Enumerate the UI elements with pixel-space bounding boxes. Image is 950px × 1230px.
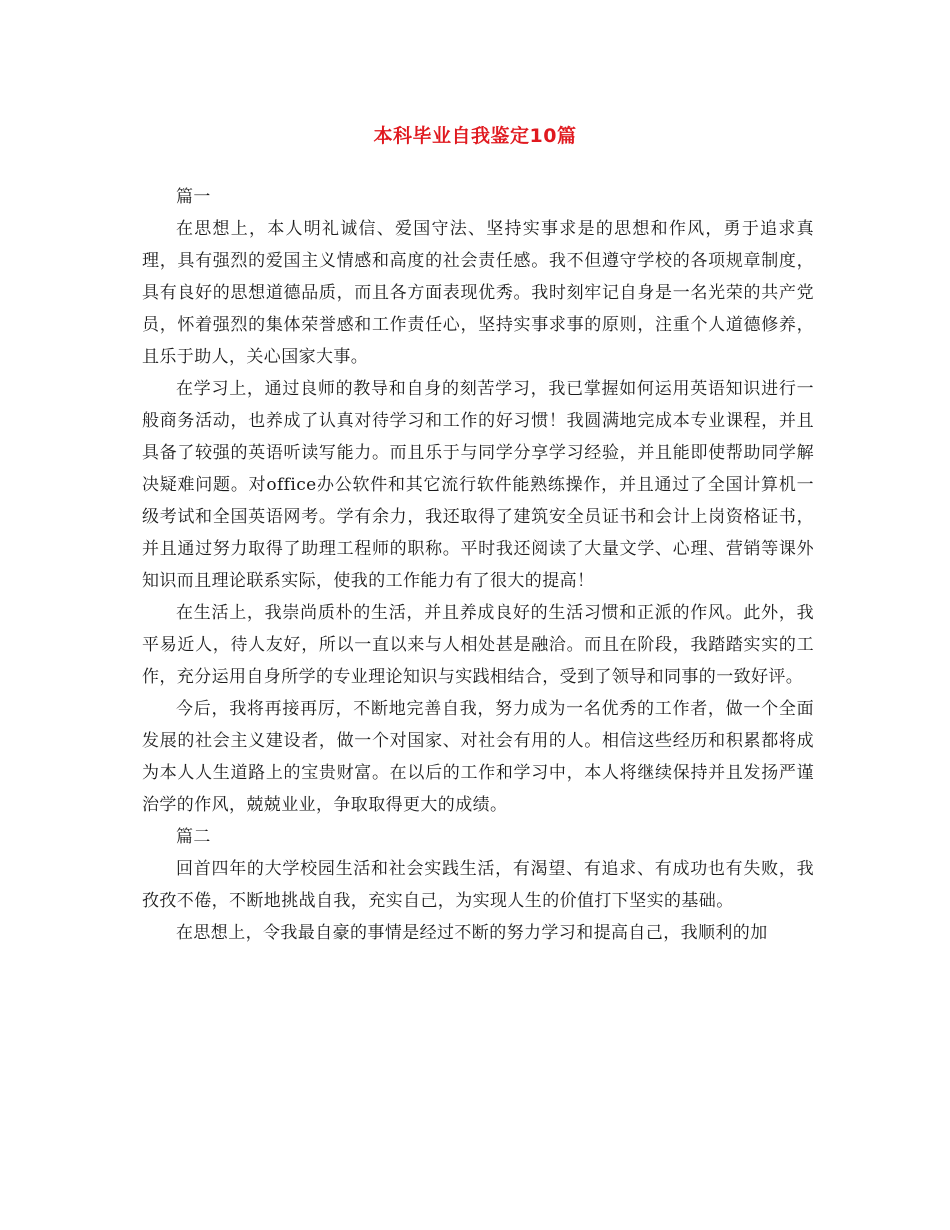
- document-title: 本科毕业自我鉴定10篇: [373, 125, 577, 147]
- paragraph: 回首四年的大学校园生活和社会实践生活，有渴望、有追求、有成功也有失败，我孜孜不倦，不断地挑战自我，充实自己，为实现人生的价值打下坚实的基础。: [142, 859, 814, 911]
- section-heading-1: 篇一: [176, 187, 211, 207]
- paragraph: 在思想上，本人明礼诚信、爱国守法、坚持实事求是的思想和作风，勇于追求真理，具有强烈的爱国主义情感和高度的社会责任感。我不但遵守学校的各项规章制度，具有良好的思想道德品质，而且各方面表现优秀。我时刻牢记自身是一名光荣的共产党员，怀着强烈的集体荣誉感和工作责任心，坚持实事求事的原则，注重个人道德修养，且乐于助人，关心国家大事。: [142, 219, 814, 367]
- paragraph: 今后，我将再接再厉，不断地完善自我，努力成为一名优秀的工作者，做一个全面发展的社会主义建设者，做一个对国家、对社会有用的人。相信这些经历和积累都将成为本人人生道路上的宝贵财富。在以后的工作和学习中，本人将继续保持并且发扬严谨治学的作风，兢兢业业，争取取得更大的成绩。: [142, 699, 814, 815]
- paragraph: 在学习上，通过良师的教导和自身的刻苦学习，我已掌握如何运用英语知识进行一般商务活动，也养成了认真对待学习和工作的好习惯！我圆满地完成本专业课程，并且具备了较强的英语听读写能力。而且乐于与同学分享学习经验，并且能即使帮助同学解决疑难问题。对office办公软件和其它流行软件能熟练操作，并且通过了全国计算机一级考试和全国英语网考。学有余力，我还取得了建筑安全员证书和会计上岗资格证书，并且通过努力取得了助理工程师的职称。平时我还阅读了大量文学、心理、营销等课外知识而且理论联系实际，使我的工作能力有了很大的提高！: [142, 379, 814, 591]
- paragraph: 在思想上，令我最自豪的事情是经过不断的努力学习和提高自己，我顺利的加: [176, 923, 768, 943]
- section-heading-2: 篇二: [176, 827, 211, 847]
- document-body: [142, 181, 814, 949]
- paragraph: 在生活上，我崇尚质朴的生活，并且养成良好的生活习惯和正派的作风。此外，我平易近人，待人友好，所以一直以来与人相处甚是融洽。而且在阶段，我踏踏实实的工作，充分运用自身所学的专业理论知识与实践相结合，受到了领导和同事的一致好评。: [142, 603, 814, 687]
